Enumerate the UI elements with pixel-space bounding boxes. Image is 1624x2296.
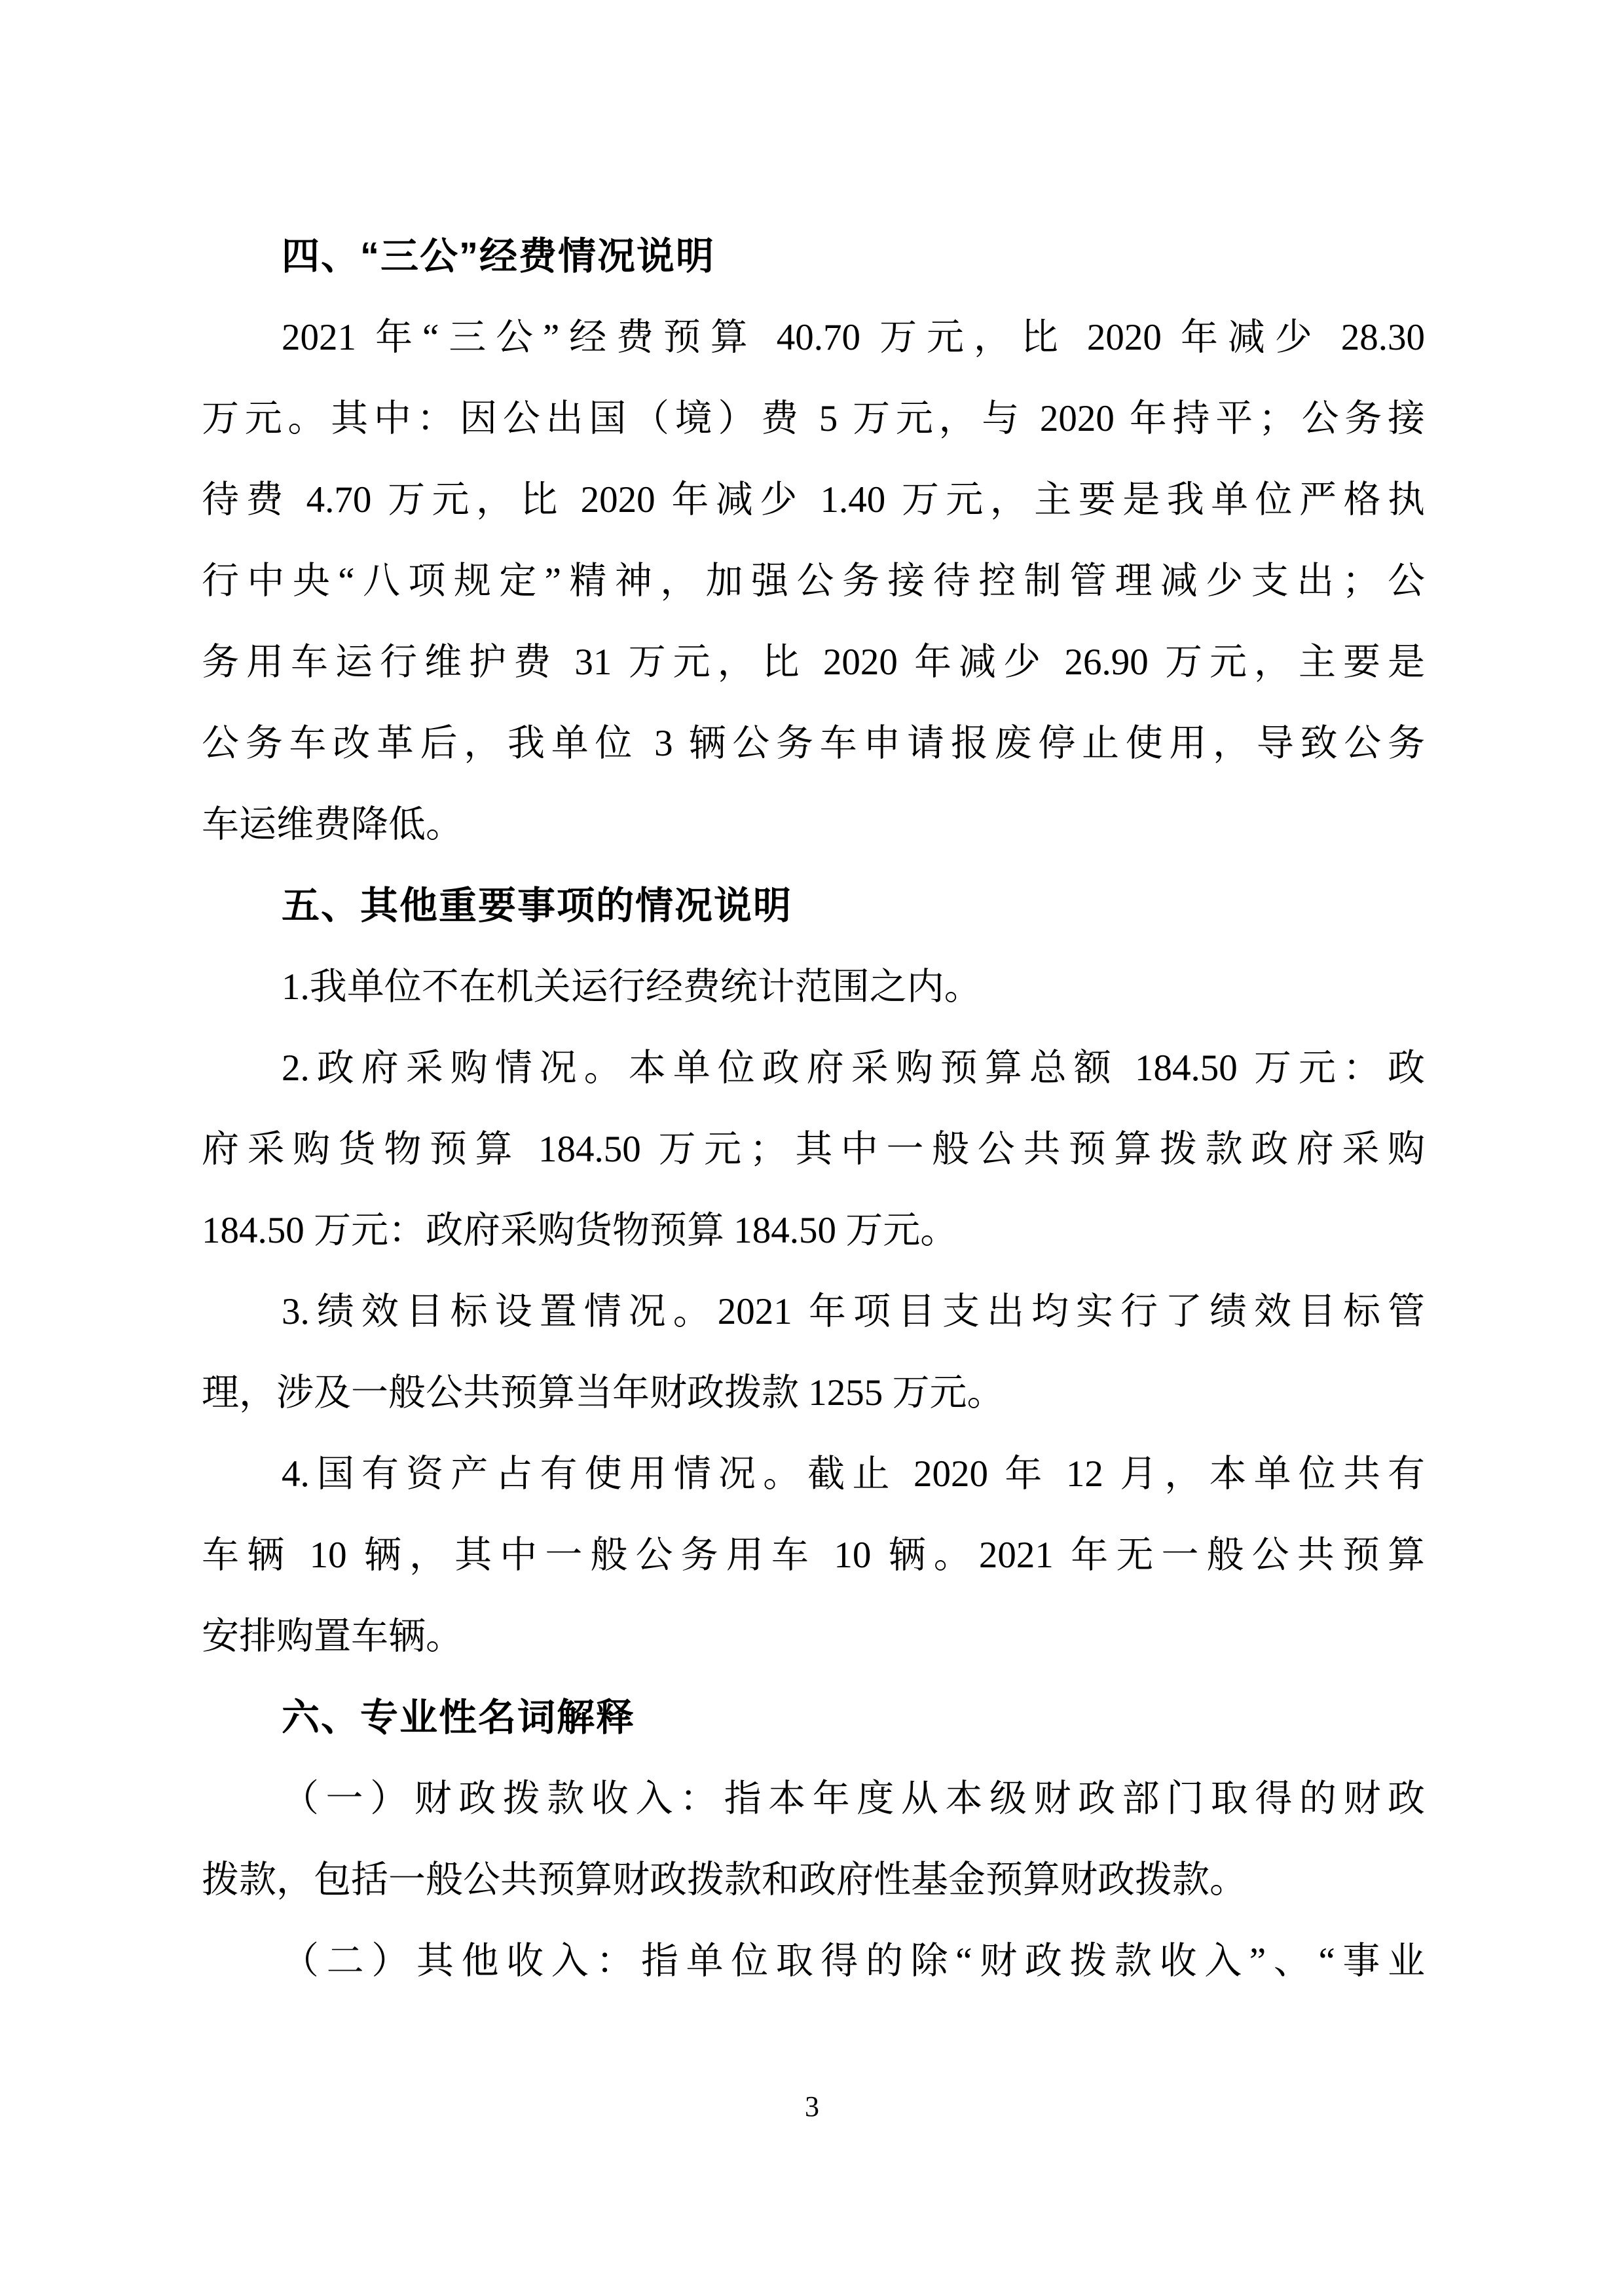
document-body xyxy=(202,216,1425,2002)
section-heading: 六、专业性名词解释 xyxy=(282,1696,636,1739)
text-line: （二）其他收入：指单位取得的除“财政拨款收入”、“事业 xyxy=(282,1941,1425,1982)
text-line: 2021 年“三公”经费预算 40.70 万元，比 2020 年减少 28.30 xyxy=(282,317,1425,358)
text-line: 车运维费降低。 xyxy=(202,804,463,845)
text-line: 车辆 10 辆，其中一般公务用车 10 辆。2021 年无一般公共预算 xyxy=(202,1535,1425,1576)
page-footer xyxy=(0,2090,1624,2124)
text-line: 行中央“八项规定”精神，加强公务接待控制管理减少支出；公 xyxy=(202,560,1425,602)
text-line: 理，涉及一般公共预算当年财政拨款 1255 万元。 xyxy=(202,1372,1005,1413)
text-line: 安排购置车辆。 xyxy=(202,1616,463,1657)
text-line: 2.政府采购情况。本单位政府采购预算总额 184.50 万元：政 xyxy=(282,1048,1425,1089)
section-heading: 五、其他重要事项的情况说明 xyxy=(282,884,793,927)
text-line: 184.50 万元：政府采购货物预算 184.50 万元。 xyxy=(202,1210,958,1251)
section-heading: 四、“三公”经费情况说明 xyxy=(282,235,716,278)
text-line: 4.国有资产占有使用情况。截止 2020 年 12 月，本单位共有 xyxy=(282,1453,1425,1495)
text-line: 1.我单位不在机关运行经费统计范围之内。 xyxy=(282,966,982,1008)
page-number: 3 xyxy=(805,2090,819,2123)
text-line: 府采购货物预算 184.50 万元；其中一般公共预算拨款政府采购 xyxy=(202,1129,1425,1170)
text-line: 公务车改革后，我单位 3 辆公务车申请报废停止使用，导致公务 xyxy=(202,723,1425,764)
text-line: 拨款，包括一般公共预算财政拨款和政府性基金预算财政拨款。 xyxy=(202,1859,1247,1901)
text-line: （一）财政拨款收入：指本年度从本级财政部门取得的财政 xyxy=(282,1778,1425,1819)
text-line: 务用车运行维护费 31 万元，比 2020 年减少 26.90 万元，主要是 xyxy=(202,642,1425,683)
text-line: 3.绩效目标设置情况。2021 年项目支出均实行了绩效目标管 xyxy=(282,1291,1425,1332)
text-line: 待费 4.70 万元，比 2020 年减少 1.40 万元，主要是我单位严格执 xyxy=(202,479,1425,520)
text-line: 万元。其中：因公出国（境）费 5 万元，与 2020 年持平；公务接 xyxy=(202,398,1425,439)
